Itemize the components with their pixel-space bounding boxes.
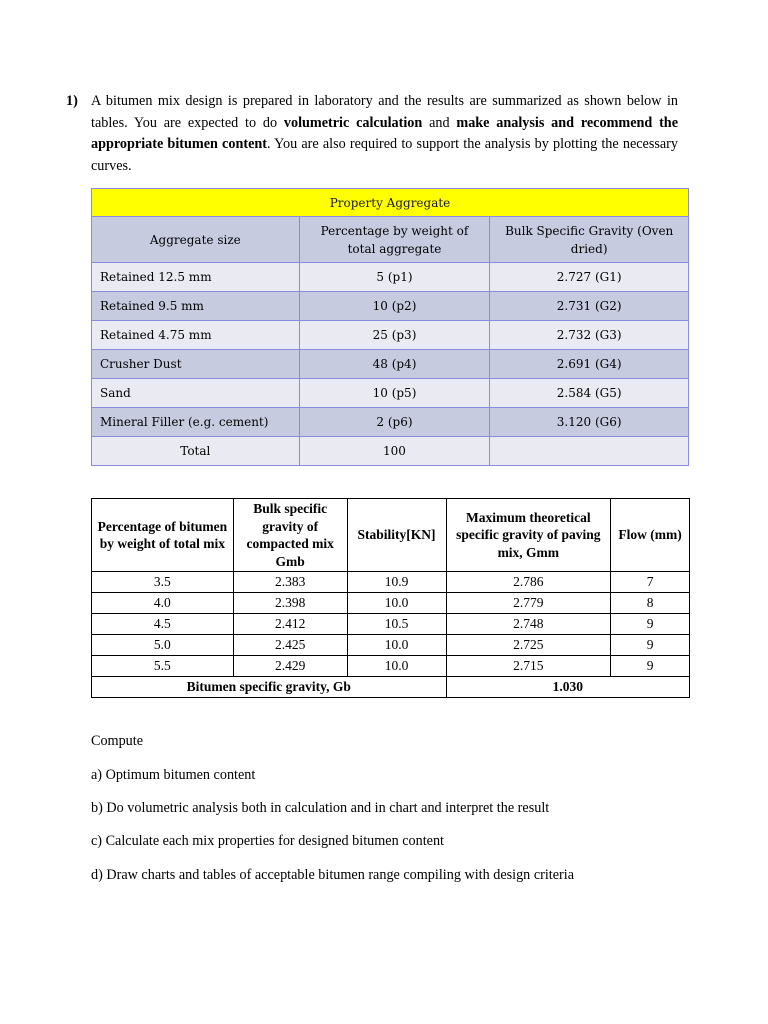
aggregate-percent: 5 (p1) — [299, 263, 490, 292]
aggregate-size: Retained 4.75 mm — [92, 321, 300, 350]
aggregate-gravity: 2.727 (G1) — [490, 263, 689, 292]
mix-header-flow: Flow (mm) — [611, 499, 690, 572]
table-row — [92, 614, 690, 635]
aggregate-gravity: 2.731 (G2) — [490, 292, 689, 321]
mix-pb: 5.5 — [92, 656, 234, 677]
table-row — [92, 350, 689, 379]
compute-item-b: b) Do volumetric analysis both in calculation and in chart and interpret the result — [91, 800, 550, 816]
mix-stability: 10.5 — [347, 614, 446, 635]
table-row — [92, 292, 689, 321]
question-text-1: A bitumen mix design is prepared in laboratory and the results are summarized as shown below in tables. You are expected to do — [91, 93, 678, 131]
mix-pb: 5.0 — [92, 635, 234, 656]
aggregate-percent: 2 (p6) — [299, 408, 490, 437]
aggregate-gravity: 3.120 (G6) — [490, 408, 689, 437]
aggregate-size: Crusher Dust — [92, 350, 300, 379]
total-empty-cell — [490, 437, 689, 466]
mix-gmb: 2.412 — [233, 614, 347, 635]
mix-gmm: 2.779 — [446, 593, 611, 614]
bitumen-gravity-value: 1.030 — [446, 677, 690, 698]
aggregate-gravity: 2.584 (G5) — [490, 379, 689, 408]
aggregate-size: Retained 9.5 mm — [92, 292, 300, 321]
table-row — [92, 321, 689, 350]
question-bold-1: volumetric calculation — [283, 114, 423, 131]
mix-gmm: 2.725 — [446, 635, 611, 656]
mix-gmm: 2.748 — [446, 614, 611, 635]
question-number: 1) — [66, 93, 78, 109]
table-row — [92, 656, 690, 677]
aggregate-percent: 48 (p4) — [299, 350, 490, 379]
compute-item-d: d) Draw charts and tables of acceptable bitumen range compiling with design criteria — [91, 867, 574, 883]
mix-header-gmm: Maximum theoretical specific gravity of paving mix, Gmm — [446, 499, 611, 572]
table-row — [92, 635, 690, 656]
compute-heading: Compute — [91, 733, 144, 749]
aggregate-gravity: 2.691 (G4) — [490, 350, 689, 379]
table-row — [92, 379, 689, 408]
question-bold-2: make analysis and recommend the appropriate bitumen content — [91, 114, 678, 152]
aggregate-header-gravity: Bulk Specific Gravity (Oven dried) — [490, 217, 689, 263]
aggregate-size: Mineral Filler (e.g. cement) — [92, 408, 300, 437]
aggregate-table-title: Property Aggregate — [92, 189, 689, 217]
bitumen-gravity-label: Bitumen specific gravity, Gb — [92, 677, 447, 698]
mix-gmb: 2.429 — [233, 656, 347, 677]
aggregate-size: Sand — [92, 379, 300, 408]
mix-flow: 7 — [611, 572, 690, 593]
aggregate-percent: 25 (p3) — [299, 321, 490, 350]
mix-pb: 4.0 — [92, 593, 234, 614]
mix-gmm: 2.715 — [446, 656, 611, 677]
mix-header-pb: Percentage of bitumen by weight of total mix — [92, 499, 234, 572]
total-value: 100 — [299, 437, 490, 466]
question-text-3: . You are also required to support the analysis by plotting the necessary curves. — [91, 136, 679, 174]
mix-pb: 4.5 — [92, 614, 234, 635]
mix-pb: 3.5 — [92, 572, 234, 593]
mix-stability: 10.0 — [347, 656, 446, 677]
table-row — [92, 408, 689, 437]
mix-header-gmb: Bulk specific gravity of compacted mix Gmb — [233, 499, 347, 572]
aggregate-gravity: 2.732 (G3) — [490, 321, 689, 350]
mix-gmb: 2.425 — [233, 635, 347, 656]
mix-gmb: 2.398 — [233, 593, 347, 614]
mix-flow: 9 — [611, 614, 690, 635]
mix-stability: 10.0 — [347, 635, 446, 656]
bitumen-gravity-row — [92, 677, 690, 698]
mix-gmb: 2.383 — [233, 572, 347, 593]
question-text-2: and — [422, 114, 457, 131]
aggregate-size: Retained 12.5 mm — [92, 263, 300, 292]
aggregate-header-size: Aggregate size — [92, 217, 300, 263]
compute-item-a: a) Optimum bitumen content — [91, 767, 256, 783]
mix-gmm: 2.786 — [446, 572, 611, 593]
question-paragraph — [66, 91, 679, 177]
aggregate-percent: 10 (p5) — [299, 379, 490, 408]
table-row — [92, 263, 689, 292]
mix-flow: 9 — [611, 656, 690, 677]
mix-header-stability: Stability[KN] — [347, 499, 446, 572]
compute-item-c: c) Calculate each mix properties for designed bitumen content — [91, 833, 444, 849]
aggregate-percent: 10 (p2) — [299, 292, 490, 321]
mix-stability: 10.0 — [347, 593, 446, 614]
mix-flow: 8 — [611, 593, 690, 614]
aggregate-header-percent: Percentage by weight of total aggregate — [299, 217, 490, 263]
table-row — [92, 572, 690, 593]
mix-flow: 9 — [611, 635, 690, 656]
mix-stability: 10.9 — [347, 572, 446, 593]
table-row — [92, 593, 690, 614]
aggregate-property-table — [91, 188, 689, 466]
mix-results-table — [91, 498, 690, 698]
total-label: Total — [92, 437, 300, 466]
total-row — [92, 437, 689, 466]
